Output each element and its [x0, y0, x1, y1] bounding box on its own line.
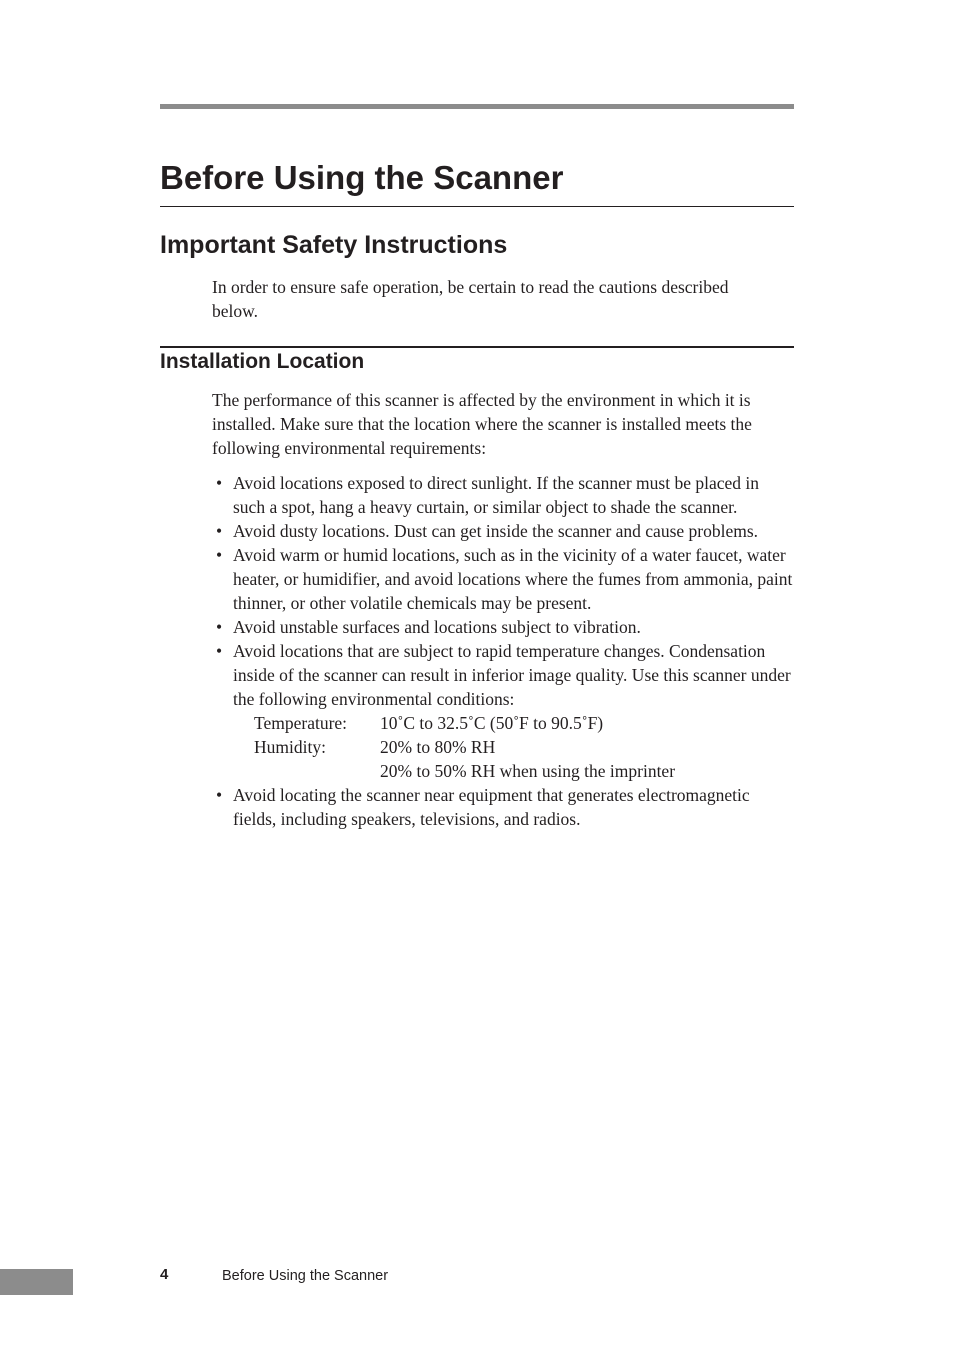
humidity-label: Humidity: — [254, 737, 326, 757]
bullet-icon: • — [216, 641, 223, 661]
requirements-list — [212, 471, 794, 831]
humidity-imprinter-row — [233, 759, 794, 783]
list-item — [212, 615, 794, 639]
humidity-imprinter-value: 20% to 50% RH when using the imprinter — [380, 761, 676, 781]
list-item-text: Avoid warm or humid locations, such as in the vicinity of a water faucet, water heater, or humidifier, and avoid locations where the fumes from ammonia, paint thinner, or other volatile chemicals may be present. — [233, 545, 793, 613]
list-item-text: Avoid unstable surfaces and locations subject to vibration. — [233, 617, 641, 637]
list-item-text: Avoid dusty locations. Dust can get inside the scanner and cause problems. — [233, 521, 759, 541]
installation-intro: The performance of this scanner is affected by the environment in which it is installed. Make sure that the location where the scanner is installed meets the following environmental requirements: — [212, 390, 752, 458]
list-item — [212, 519, 794, 543]
bullet-icon: • — [216, 617, 223, 637]
title-underline — [160, 206, 794, 207]
footer-section-title: Before Using the Scanner — [222, 1268, 389, 1284]
list-item — [212, 543, 794, 615]
safety-heading: Important Safety Instructions — [160, 231, 508, 259]
list-item-text: Avoid locations exposed to direct sunlight. If the scanner must be placed in such a spot, hang a heavy curtain, or similar object to shade the scanner. — [233, 473, 759, 517]
humidity-value: 20% to 80% RH — [380, 737, 496, 757]
page-title: Before Using the Scanner — [160, 159, 564, 196]
temperature-label: Temperature: — [254, 713, 348, 733]
bullet-icon: • — [216, 785, 223, 805]
page-number: 4 — [160, 1266, 169, 1283]
humidity-row — [233, 735, 794, 759]
safety-intro: In order to ensure safe operation, be certain to read the cautions described below. — [212, 277, 729, 321]
bullet-icon: • — [216, 545, 223, 565]
temperature-row — [233, 711, 794, 735]
bullet-icon: • — [216, 521, 223, 541]
list-item — [212, 783, 794, 831]
top-decorative-rule — [160, 104, 794, 109]
list-item — [212, 471, 794, 519]
list-item — [212, 639, 794, 783]
environmental-conditions — [233, 711, 794, 783]
installation-heading: Installation Location — [160, 350, 365, 373]
list-item-text: Avoid locating the scanner near equipment that generates electromagnetic fields, including speakers, televisions, and radios. — [233, 785, 750, 829]
bullet-icon: • — [216, 473, 223, 493]
footer-tab — [0, 1269, 73, 1295]
temperature-value: 10˚C to 32.5˚C (50˚F to 90.5˚F) — [380, 713, 604, 733]
list-item-text: Avoid locations that are subject to rapid temperature changes. Condensation inside of the scanner can result in inferior image quality. Use this scanner under the following environmental conditions: — [233, 641, 791, 709]
